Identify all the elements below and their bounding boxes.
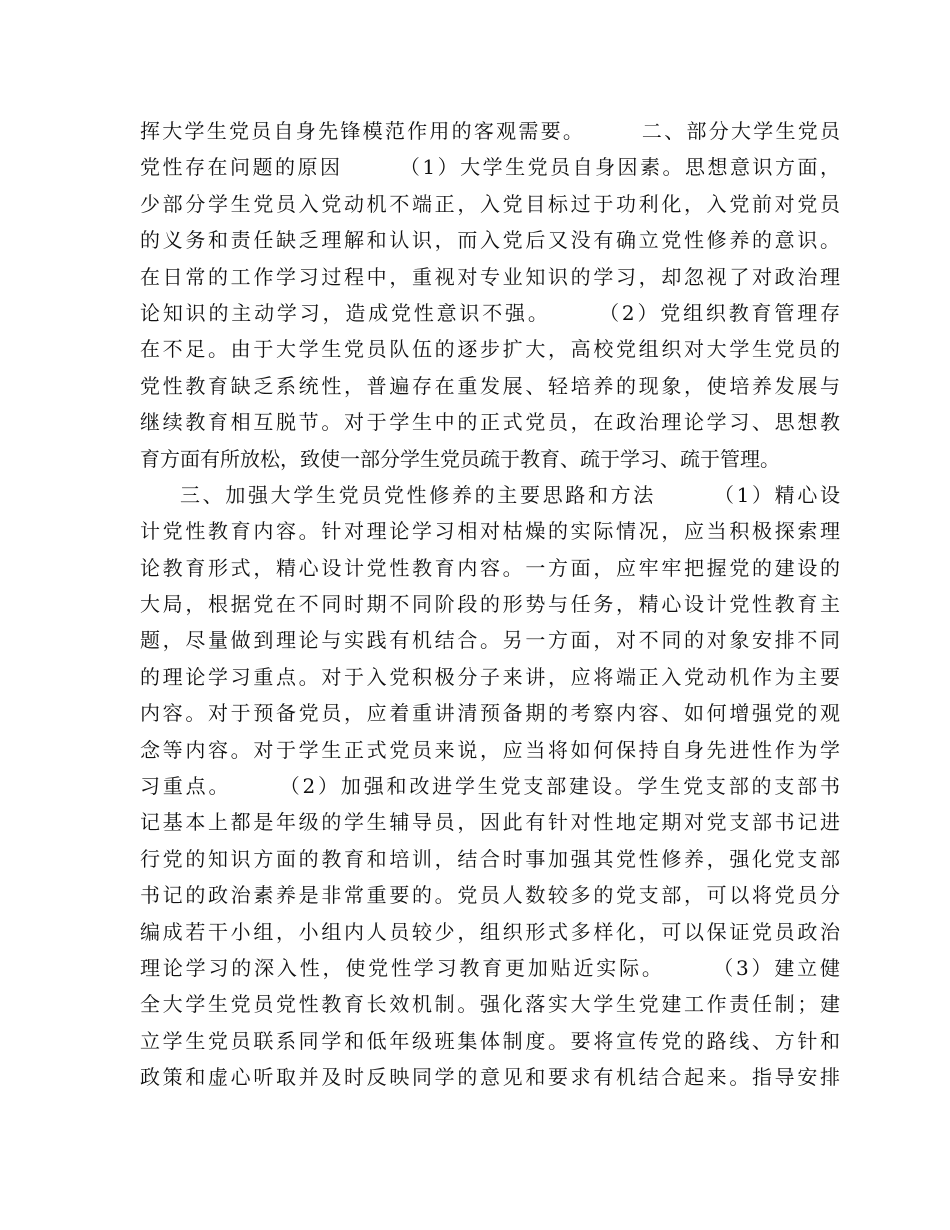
- text-line: 论教育形式，精心设计党性教育内容。一方面，应牢牢把握党的建设的: [140, 555, 840, 580]
- text-line: 书记的政治素养是非常重要的。党员人数较多的党支部，可以将党员分: [140, 883, 840, 908]
- text-line: 念等内容。对于学生正式党员来说，应当将如何保持自身先进性作为学: [140, 737, 840, 762]
- text-line: 题，尽量做到理论与实践有机结合。另一方面，对不同的对象安排不同: [140, 628, 840, 653]
- text-line: 在日常的工作学习过程中，重视对专业知识的学习，却忽视了对政治理: [140, 264, 840, 289]
- text-line: 党性教育缺乏系统性，普遍存在重发展、轻培养的现象，使培养发展与: [140, 373, 840, 398]
- body-text: [140, 113, 840, 1096]
- text-line: 的义务和责任缺乏理解和认识，而入党后又没有确立党性修养的意识。: [140, 228, 840, 253]
- text-line: 在不足。由于大学生党员队伍的逐步扩大，高校党组织对大学生党员的: [140, 337, 840, 362]
- section-heading-line: 三、加强大学生党员党性修养的主要思路和方法 （1）精心设: [180, 482, 840, 507]
- text-line: 计党性教育内容。针对理论学习相对枯燥的实际情况，应当积极探索理: [140, 519, 840, 544]
- text-line: 内容。对于预备党员，应着重讲清预备期的考察内容、如何增强党的观: [140, 701, 840, 726]
- text-line: 的理论学习重点。对于入党积极分子来讲，应将端正入党动机作为主要: [140, 664, 840, 689]
- text-line: 挥大学生党员自身先锋模范作用的客观需要。 二、部分大学生党员: [140, 119, 840, 143]
- text-line: 继续教育相互脱节。对于学生中的正式党员，在政治理论学习、思想教: [140, 410, 840, 435]
- text-line: 理论学习的深入性，使党性学习教育更加贴近实际。 （3）建立健: [140, 955, 840, 980]
- text-line: 论知识的主动学习，造成党性意识不强。 （2）党组织教育管理存: [140, 300, 840, 325]
- text-line: 记基本上都是年级的学生辅导员，因此有针对性地定期对党支部书记进: [140, 810, 840, 835]
- text-line: 大局，根据党在不同时期不同阶段的形势与任务，精心设计党性教育主: [140, 592, 840, 617]
- text-line: 政策和虚心听取并及时反映同学的意见和要求有机结合起来。指导安排: [140, 1065, 840, 1090]
- text-line: 习重点。 （2）加强和改进学生党支部建设。学生党支部的支部书: [140, 774, 840, 799]
- text-line: 育方面有所放松，致使一部分学生党员疏于教育、疏于学习、疏于管理。: [140, 446, 780, 471]
- text-line: 党性存在问题的原因 （1）大学生党员自身因素。思想意识方面，: [140, 155, 840, 180]
- text-line: 编成若干小组，小组内人员较少，组织形式多样化，可以保证党员政治: [140, 919, 840, 944]
- text-line: 立学生党员联系同学和低年级班集体制度。要将宣传党的路线、方针和: [140, 1028, 840, 1053]
- text-line: 全大学生党员党性教育长效机制。强化落实大学生党建工作责任制；建: [140, 992, 840, 1017]
- text-line: 少部分学生党员入党动机不端正，入党目标过于功利化，入党前对党员: [140, 191, 840, 216]
- text-line: 行党的知识方面的教育和培训，结合时事加强其党性修养，强化党支部: [140, 846, 840, 871]
